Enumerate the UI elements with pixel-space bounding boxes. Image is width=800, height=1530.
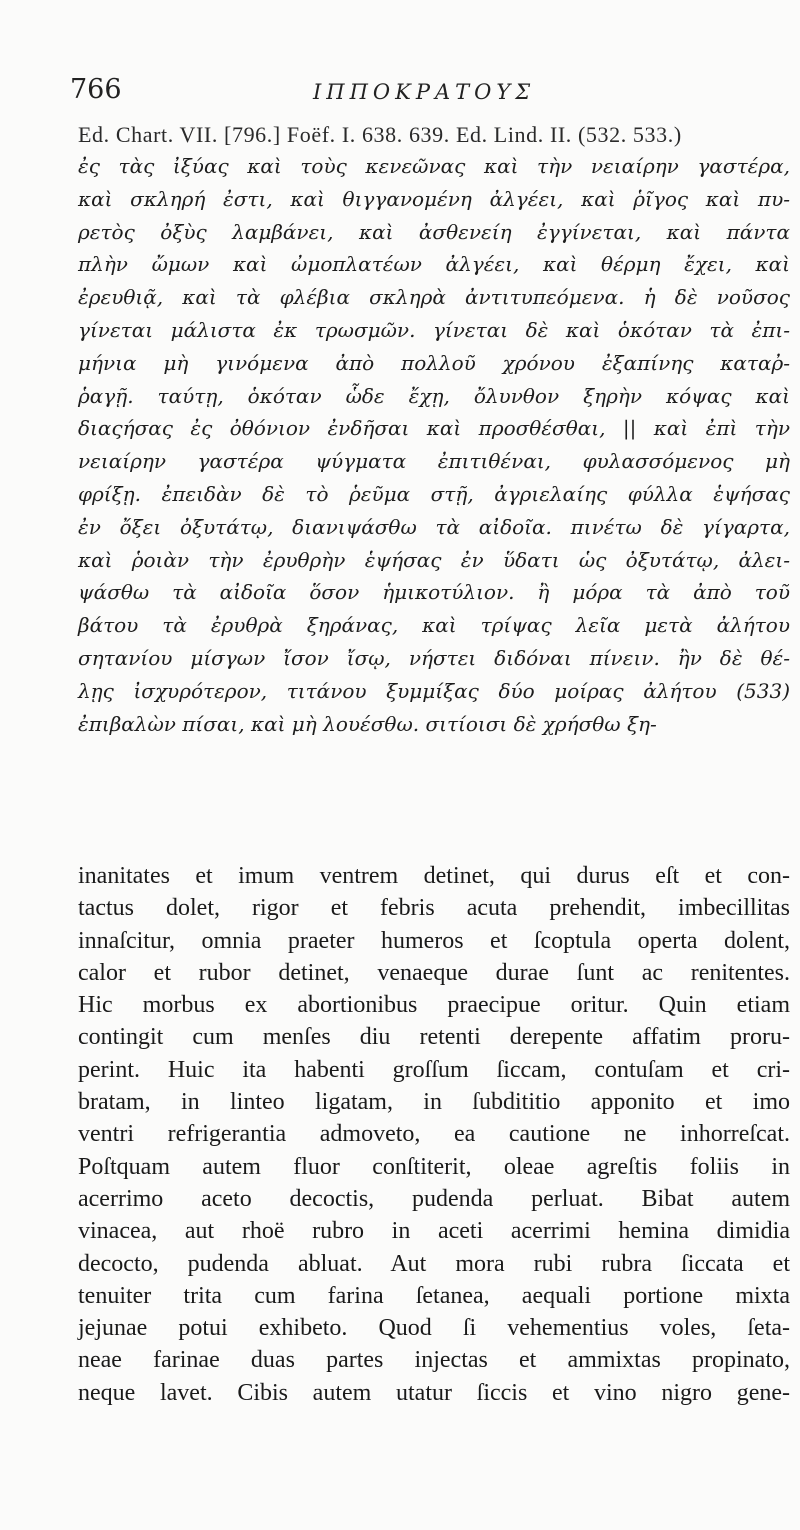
page-number: 766 bbox=[70, 74, 122, 105]
edition-reference-line: Ed. Chart. VII. [796.] Foëf. I. 638. 639. Ed. Lind. II. (532. 533.) bbox=[78, 122, 682, 147]
greek-line: γίνεται μάλιστα ἐκ τρωσμῶν. γίνεται δὲ καὶ ὁκόταν τὰ ἐπι- bbox=[78, 317, 790, 342]
latin-line: ventri refrigerantia admoveto, ea cautione ne inhorreſcat. bbox=[78, 1121, 790, 1148]
latin-line: acerrimo aceto decoctis, pudenda perluat. Bibat autem bbox=[78, 1185, 790, 1212]
greek-text-block bbox=[78, 150, 790, 740]
greek-line: νειαίρην γαστέρα ψύγματα ἐπιτιθέναι, φυλασσόμενος μὴ bbox=[78, 449, 790, 474]
latin-line: Poſtquam autem fluor conſtiterit, oleae agreſtis foliis in bbox=[78, 1153, 790, 1180]
latin-line: perint. Huic ita habenti groſſum ſiccam, contuſam et cri- bbox=[78, 1056, 790, 1083]
greek-line: ἐς τὰς ἰξύας καὶ τοὺς κενεῶνας καὶ τὴν νειαίρην γαστέρα, bbox=[78, 154, 790, 178]
greek-line: καὶ σκληρή ἐστι, καὶ θιγγανομένη ἀλγέει, καὶ ῥῖγος καὶ πυ- bbox=[78, 186, 790, 211]
greek-line: ῥαγῇ. ταύτῃ, ὁκόταν ὧδε ἔχῃ, ὄλυνθον ξηρὴν κόψας καὶ bbox=[78, 383, 790, 408]
latin-line: tenuiter trita cum farina ſetanea, aequali portione mixta bbox=[78, 1282, 790, 1309]
greek-line: ἐπιβαλὼν πίσαι, καὶ μὴ λουέσθω. σιτίοισι δὲ χρήσθω ξη- bbox=[78, 711, 657, 736]
latin-line: neque lavet. Cibis autem utatur ſiccis et vino nigro gene- bbox=[78, 1379, 790, 1406]
page-header bbox=[70, 74, 750, 114]
latin-line: calor et rubor detinet, venaeque durae ſunt ac renitentes. bbox=[78, 959, 790, 986]
latin-line: inanitates et imum ventrem detinet, qui durus eſt et con- bbox=[78, 863, 790, 889]
greek-line: βάτου τὰ ἐρυθρὰ ξηράνας, καὶ τρίψας λεῖα μετὰ ἀλήτου bbox=[78, 613, 790, 638]
latin-line: neae farinae duas partes injectas et ammixtas propinato, bbox=[78, 1347, 790, 1374]
latin-line: bratam, in linteo ligatam, in ſubdititio apponito et imo bbox=[78, 1089, 790, 1116]
latin-line: decocto, pudenda abluat. Aut mora rubi rubra ſiccata et bbox=[78, 1250, 790, 1277]
latin-line: vinacea, aut rhoë rubro in aceti acerrimi hemina dimidia bbox=[78, 1218, 790, 1245]
greek-line: ρετὸς ὀξὺς λαμβάνει, καὶ ἀσθενείη ἐγγίνεται, καὶ πάντα bbox=[78, 219, 790, 244]
greek-line: φρίξῃ. ἐπειδὰν δὲ τὸ ῥεῦμα στῇ, ἀγριελαίης φύλλα ἑψήσας bbox=[78, 481, 790, 506]
running-head: ΙΠΠΟΚΡΑΤΟΥΣ bbox=[313, 80, 536, 104]
latin-line: innaſcitur, omnia praeter humeros et ſcoptula operta dolent, bbox=[78, 927, 790, 954]
latin-line: jejunae potui exhibeto. Quod ſi vehementius voles, ſeta- bbox=[78, 1315, 790, 1342]
latin-line: tactus dolet, rigor et febris acuta prehendit, imbecillitas bbox=[78, 895, 790, 922]
greek-line: καὶ ῥοιὰν τὴν ἐρυθρὴν ἑψήσας ἐν ὕδατι ὡς ὀξυτάτῳ, ἀλει- bbox=[78, 547, 790, 572]
greek-line: πλὴν ὤμων καὶ ὠμοπλατέων ἀλγέει, καὶ θέρμη ἔχει, καὶ bbox=[78, 252, 790, 277]
greek-line: μήνια μὴ γινόμενα ἀπὸ πολλοῦ χρόνου ἐξαπίνης καταῤ- bbox=[78, 350, 790, 375]
greek-line: ἐρευθιᾷ, καὶ τὰ φλέβια σκληρὰ ἀντιτυπεόμενα. ἡ δὲ νοῦσος bbox=[78, 285, 790, 310]
greek-line: λῃς ἰσχυρότερον, τιτάνου ξυμμίξας δύο μοίρας ἀλήτου (533) bbox=[78, 678, 790, 703]
greek-line: ἐν ὄξει ὀξυτάτῳ, διανιψάσθω τὰ αἰδοῖα. πινέτω δὲ γίγαρτα, bbox=[78, 514, 790, 539]
latin-line: Hic morbus ex abortionibus praecipue oritur. Quin etiam bbox=[78, 992, 790, 1019]
greek-line: διαςήσας ἐς ὀθόνιον ἐνδῆσαι καὶ προσθέσθαι, || καὶ ἐπὶ τὴν bbox=[78, 416, 790, 441]
latin-translation-block bbox=[78, 860, 790, 1409]
greek-line: σητανίου μίσγων ἴσον ἴσῳ, νήστει διδόναι πίνειν. ἢν δὲ θέ- bbox=[78, 645, 790, 670]
greek-line: ψάσθω τὰ αἰδοῖα ὅσον ἡμικοτύλιον. ἢ μόρα τὰ ἀπὸ τοῦ bbox=[78, 580, 790, 605]
latin-line: contingit cum menſes diu retenti derepente affatim proru- bbox=[78, 1024, 790, 1051]
